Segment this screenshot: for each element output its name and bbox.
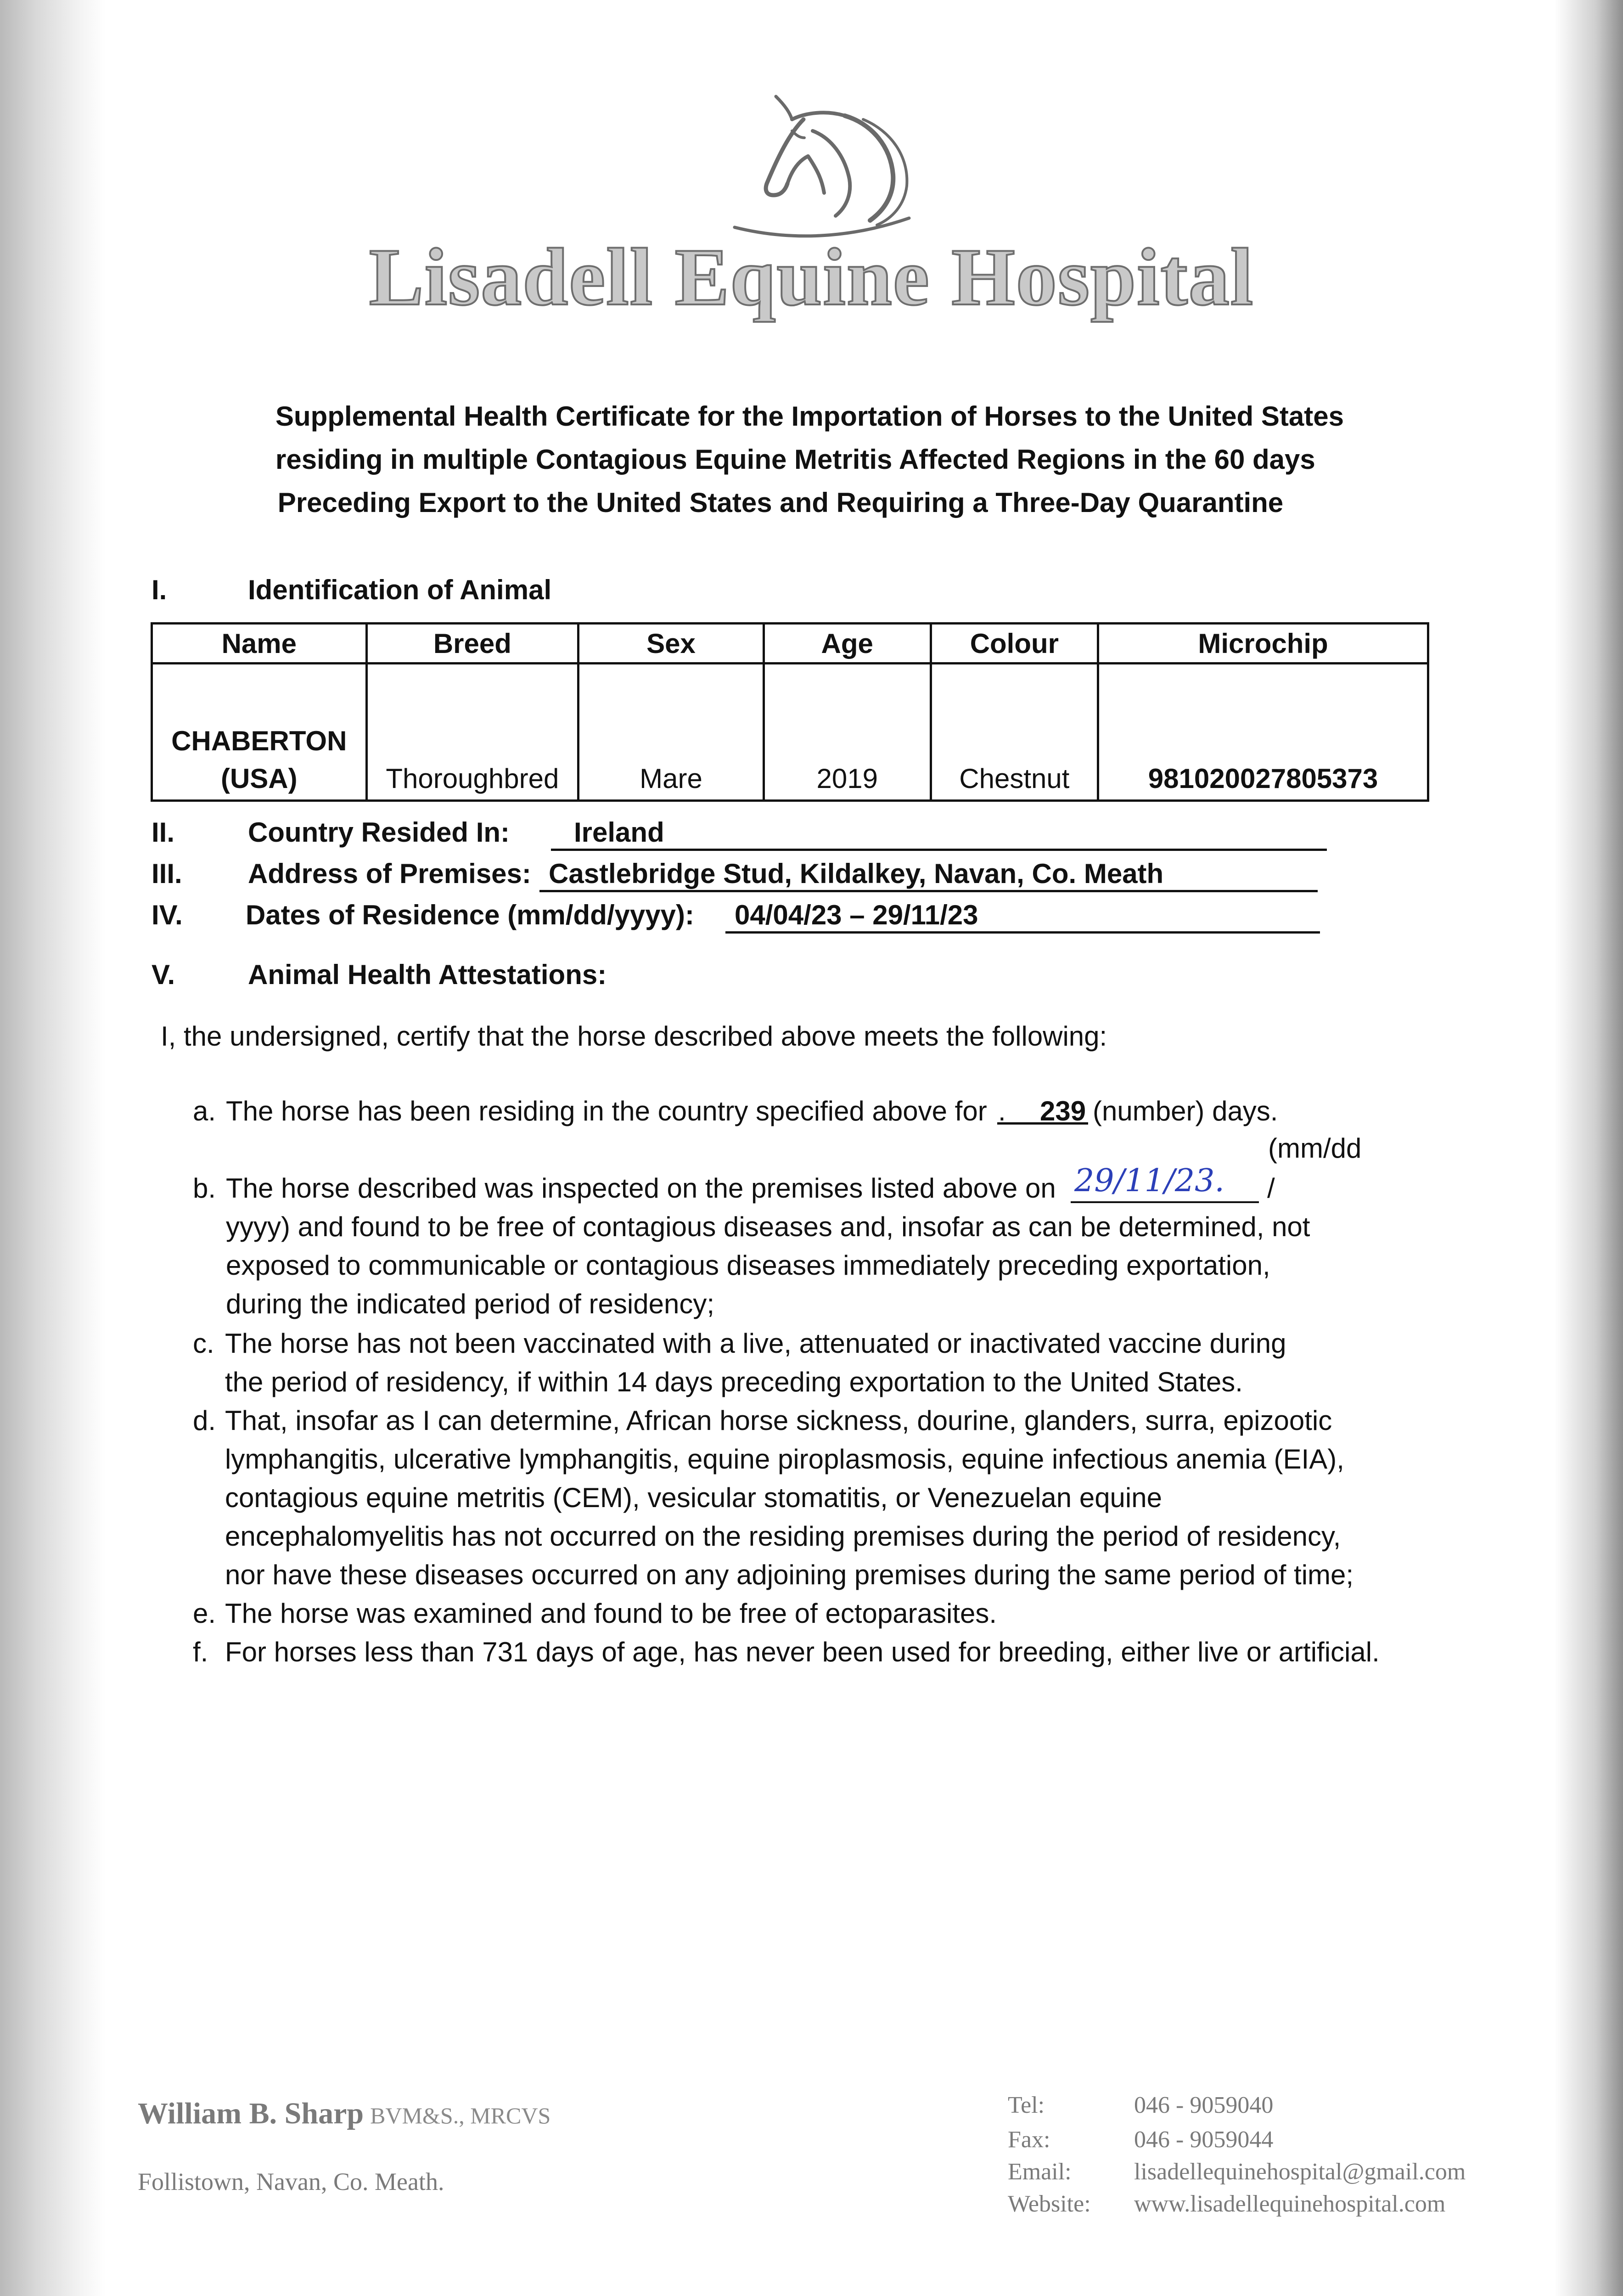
section-5-numeral: V. [152,959,175,990]
cell-sex: Mare [578,664,764,801]
premises-value: Castlebridge Stud, Kildalkey, Navan, Co. Meath [549,858,1164,889]
vet-name: William B. Sharp [138,2097,364,2130]
section-2-label: Country Resided In: [248,817,510,848]
country-underline [551,849,1327,851]
table-row [152,664,1428,801]
scan-shadow-right [1554,0,1623,2296]
header-microchip: Microchip [1098,624,1428,664]
item-b-line: exposed to communicable or contagious diseases immediately preceding exportation, [226,1250,1270,1281]
header-sex: Sex [578,624,764,664]
attestation-c [193,1324,1432,1407]
certificate-title [275,395,1344,524]
hospital-name: Lisadell Equine Hospital [369,231,1254,322]
title-line: Preceding Export to the United States and Requiring a Three-Day Quarantine [277,487,1284,518]
section-1-heading: Identification of Animal [248,574,552,605]
item-letter: f. [193,1637,208,1667]
section-2-numeral: II. [152,817,175,848]
item-d-line: nor have these diseases occurred on any adjoining premises during the same period of time; [225,1559,1354,1590]
section-3-numeral: III. [152,858,182,889]
cell-age: 2019 [764,664,931,801]
scan-shadow-left [0,0,106,2296]
vet-qualifications: BVM&S., MRCVS [370,2103,551,2128]
date-format-hint: (mm/dd [1268,1133,1362,1164]
cell-colour: Chestnut [931,664,1098,801]
section-1-numeral: I. [152,574,167,605]
item-d-line: encephalomyelitis has not occurred on the residing premises during the period of residency, [225,1521,1341,1552]
animal-identification-table [151,622,1429,802]
item-letter: b. [193,1173,216,1204]
table-header-row [152,624,1428,664]
attestation-f [193,1633,1478,1674]
tel-label: Tel: [1008,2092,1045,2118]
item-a-suffix: (number) days. [1093,1096,1278,1126]
cell-name [152,664,367,801]
title-line: Supplemental Health Certificate for the Importation of Horses to the United States [275,401,1344,432]
header-age: Age [764,624,931,664]
email-label: Email: [1008,2159,1072,2185]
item-c-line: the period of residency, if within 14 days preceding exportation to the United States. [225,1367,1243,1397]
vet-signature-block [138,2096,550,2131]
section-4-numeral: IV. [152,900,183,930]
item-f-text: For horses less than 731 days of age, has never been used for breeding, either live or artificial. [225,1637,1380,1667]
cell-breed: Thoroughbred [366,664,578,801]
country-value: Ireland [574,817,664,848]
horse-name: CHABERTON [171,726,347,756]
title-line: residing in multiple Contagious Equine Metritis Affected Regions in the 60 days [275,444,1315,475]
item-letter: e. [193,1598,216,1629]
vet-address: Follistown, Navan, Co. Meath. [138,2168,444,2195]
inspection-date-underline [1071,1201,1259,1203]
item-letter: a. [193,1096,216,1126]
header-breed: Breed [366,624,578,664]
section-4-label: Dates of Residence (mm/dd/yyyy): [246,900,694,930]
item-b-line: yyyy) and found to be free of contagious diseases and, insofar as can be determined, not [226,1211,1310,1242]
tel-value[interactable]: 046 - 9059040 [1134,2092,1274,2118]
item-d-line: That, insofar as I can determine, African horse sickness, dourine, glanders, surra, epizootic [225,1405,1332,1436]
item-a-text: The horse has been residing in the country specified above for [226,1096,987,1126]
handwritten-inspection-date: 29/11/23. [1074,1163,1225,1199]
item-b-line: during the indicated period of residency; [226,1289,715,1319]
premises-underline [539,890,1318,892]
section-3-label: Address of Premises: [248,858,531,889]
item-b-text: The horse described was inspected on the premises listed above on [226,1173,1056,1204]
residence-dates-value: 04/04/23 – 29/11/23 [735,900,978,930]
fax-label: Fax: [1008,2127,1050,2153]
cell-microchip: 981020027805373 [1098,664,1428,801]
horse-head-icon [698,87,937,243]
horse-origin: (USA) [220,763,298,794]
item-d-line: lymphangitis, ulcerative lymphangitis, equine piroplasmosis, equine infectious anemia (EIA), [225,1444,1344,1474]
attestation-d [193,1401,1432,1599]
attestation-a: a. The horse has been residing in the country specified above for . 239 (number) days. [193,1092,1432,1138]
item-letter: c. [193,1328,214,1359]
attestation-b [193,1169,1432,1334]
item-d-line: contagious equine metritis (CEM), vesicular stomatitis, or Venezuelan equine [225,1482,1162,1513]
website-link[interactable]: www.lisadellequinehospital.com [1134,2191,1446,2217]
website-label: Website: [1008,2191,1091,2217]
attestation-e [193,1594,1432,1636]
item-e-text: The horse was examined and found to be free of ectoparasites. [225,1598,997,1629]
days-value: 239 [1040,1096,1086,1126]
attestation-intro: I, the undersigned, certify that the horse described above meets the following: [161,1021,1107,1052]
item-c-line: The horse has not been vaccinated with a live, attenuated or inactivated vaccine during [225,1328,1286,1359]
header-colour: Colour [931,624,1098,664]
date-slash: / [1267,1173,1275,1204]
fax-value: 046 - 9059044 [1134,2127,1274,2153]
item-letter: d. [193,1405,216,1436]
email-link[interactable]: lisadellequinehospital@gmail.com [1134,2159,1466,2185]
section-5-heading: Animal Health Attestations: [248,959,607,990]
residence-dates-underline [725,931,1320,934]
days-underline [997,1122,1088,1125]
header-name: Name [152,624,367,664]
